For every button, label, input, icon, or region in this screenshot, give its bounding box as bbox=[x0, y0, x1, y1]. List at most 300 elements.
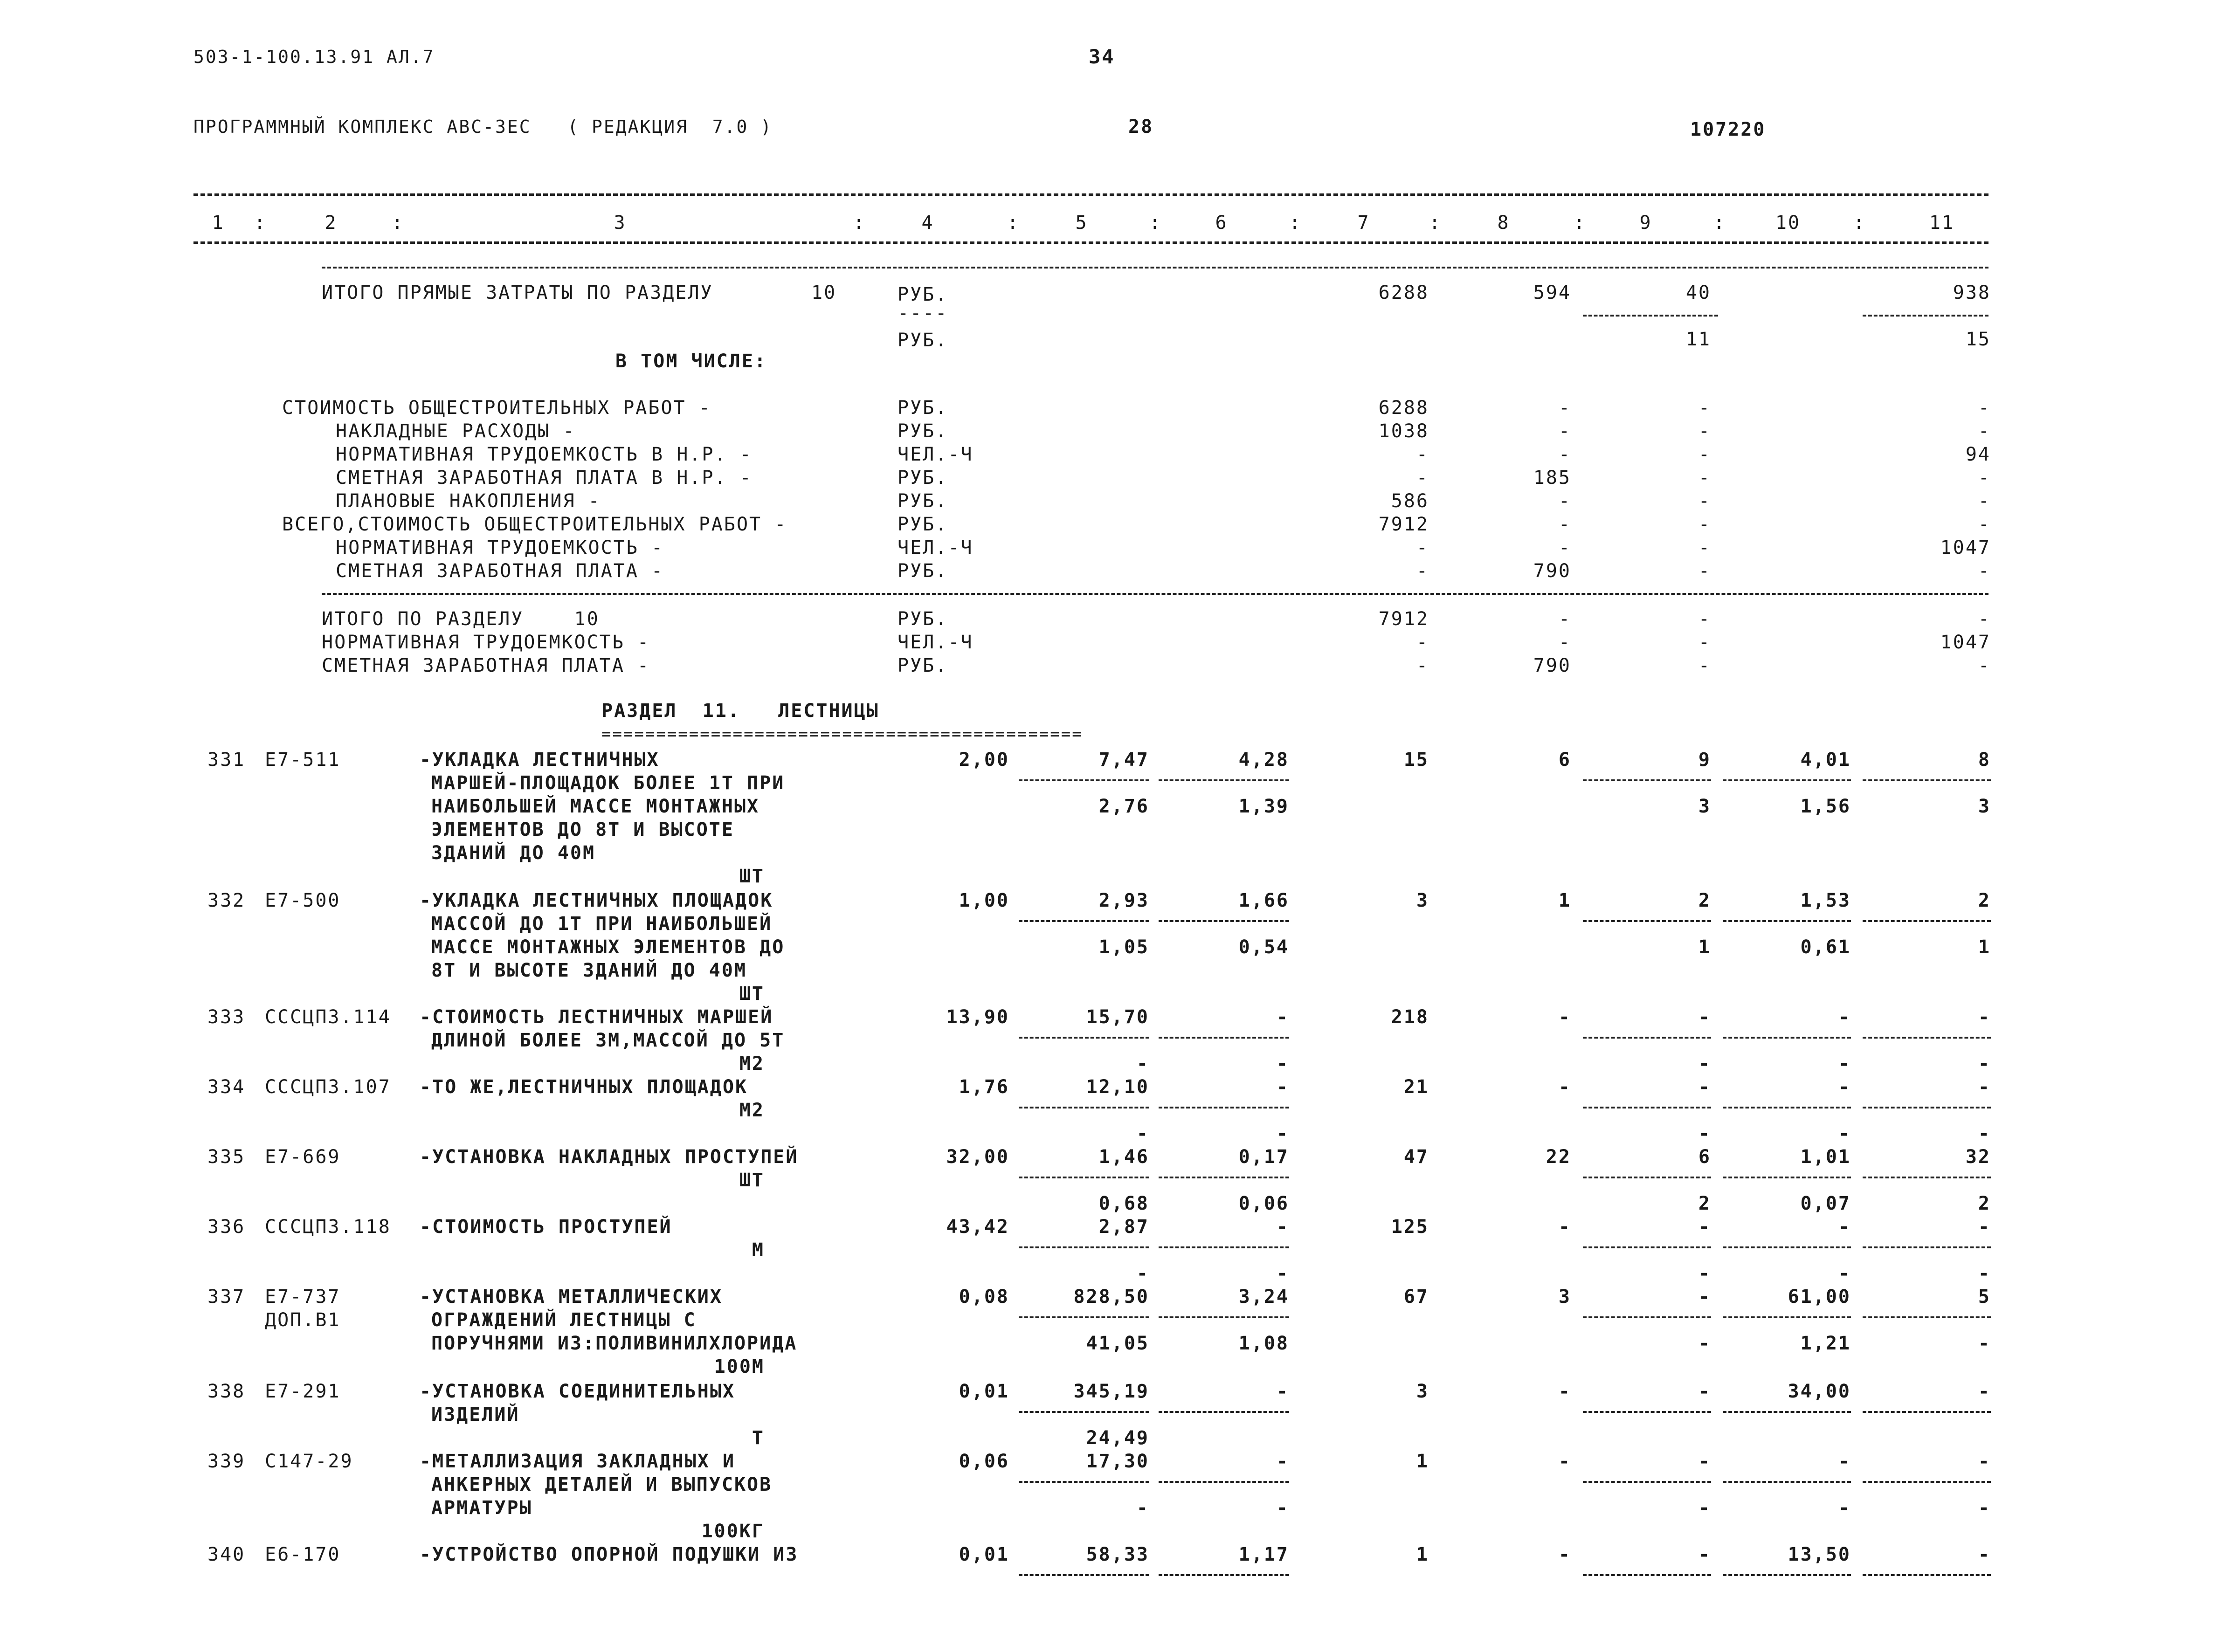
item-code: СССЦП3.114 bbox=[265, 1006, 391, 1028]
value-c11: 2 bbox=[1978, 890, 1991, 911]
sub-value-c6: - bbox=[1276, 1263, 1289, 1284]
value-c5: 12,10 bbox=[1086, 1076, 1149, 1098]
value-c10: - bbox=[1838, 1216, 1851, 1238]
item-code: Е7-291 bbox=[265, 1381, 341, 1402]
value-col8: - bbox=[1558, 490, 1571, 512]
value-c5: 345,19 bbox=[1073, 1381, 1149, 1402]
value-c5: 17,30 bbox=[1086, 1451, 1149, 1472]
sub-separator bbox=[1863, 1481, 1991, 1483]
value-c10: 1,01 bbox=[1800, 1146, 1851, 1168]
sub-value-c11: - bbox=[1978, 1263, 1991, 1284]
item-description: ПОРУЧНЯМИ ИЗ:ПОЛИВИНИЛХЛОРИДА bbox=[431, 1333, 798, 1354]
value-col8: - bbox=[1558, 608, 1571, 630]
item-unit: ШТ bbox=[739, 866, 765, 887]
item-unit: Т bbox=[752, 1427, 765, 1449]
sub-value-c5: - bbox=[1136, 1263, 1149, 1284]
sub-separator bbox=[1723, 1177, 1851, 1178]
item-description: МАССОЙ ДО 1Т ПРИ НАИБОЛЬШЕЙ bbox=[431, 913, 773, 935]
value-c8: 22 bbox=[1546, 1146, 1571, 1168]
item-number: 336 bbox=[207, 1216, 246, 1238]
value-c10: - bbox=[1838, 1006, 1851, 1028]
including-label: В ТОМ ЧИСЛЕ: bbox=[615, 351, 767, 372]
sub-separator bbox=[1863, 1574, 1991, 1576]
value-col7: - bbox=[1416, 444, 1429, 465]
column-separator: : bbox=[853, 212, 866, 234]
sub-separator bbox=[1583, 1107, 1711, 1108]
value-c10: 13,50 bbox=[1788, 1544, 1851, 1565]
section-total-label: ИТОГО ПО РАЗДЕЛУ 10 bbox=[322, 608, 600, 630]
value-c9: - bbox=[1698, 1006, 1711, 1028]
value-c8: - bbox=[1558, 1381, 1571, 1402]
value-c4: 0,01 bbox=[959, 1381, 1009, 1402]
column-header-1: 1 bbox=[212, 212, 225, 234]
doc-number: 107220 bbox=[1690, 119, 1766, 140]
value-col7: 7912 bbox=[1378, 608, 1429, 630]
sub-separator bbox=[1583, 779, 1711, 781]
cost-breakdown-label: НАКЛАДНЫЕ РАСХОДЫ - bbox=[336, 420, 576, 442]
column-header-10: 10 bbox=[1775, 212, 1801, 234]
column-separator: : bbox=[392, 212, 405, 234]
value-c10: 34,00 bbox=[1788, 1381, 1851, 1402]
value-col9: - bbox=[1698, 490, 1711, 512]
value-c9: 6 bbox=[1698, 1146, 1711, 1168]
sub-value-c11: 2 bbox=[1978, 1193, 1991, 1214]
sub-value-c6: 1,08 bbox=[1238, 1333, 1289, 1354]
value-c9: - bbox=[1698, 1451, 1711, 1472]
value-c10: 4,01 bbox=[1800, 749, 1851, 771]
value-c4: 1,76 bbox=[959, 1076, 1009, 1098]
value-col11: 938 bbox=[1953, 282, 1991, 303]
section-total-label: НОРМАТИВНАЯ ТРУДОЕМКОСТЬ - bbox=[322, 632, 650, 653]
value-c6: - bbox=[1276, 1006, 1289, 1028]
value-c7: 21 bbox=[1403, 1076, 1429, 1098]
value-col8: 790 bbox=[1533, 560, 1571, 582]
cost-breakdown-label: НОРМАТИВНАЯ ТРУДОЕМКОСТЬ В Н.Р. - bbox=[336, 444, 753, 465]
column-separator: : bbox=[1149, 212, 1162, 234]
item-code-supplement: ДОП.В1 bbox=[265, 1309, 341, 1331]
sub-separator bbox=[1583, 1037, 1711, 1039]
value-col11: 1047 bbox=[1940, 537, 1991, 558]
unit-label: РУБ. bbox=[898, 608, 948, 630]
sub-separator bbox=[1159, 1411, 1289, 1413]
item-description: ЗДАНИЙ ДО 40М bbox=[431, 842, 596, 864]
value-col11: 94 bbox=[1965, 444, 1991, 465]
item-unit: 100КГ bbox=[701, 1521, 765, 1542]
value-c6: 1,17 bbox=[1238, 1544, 1289, 1565]
item-code: Е7-737 bbox=[265, 1286, 341, 1308]
section-title-underline: ============================================ bbox=[601, 725, 1083, 743]
value-col7: 6288 bbox=[1378, 282, 1429, 303]
sub-separator bbox=[1863, 1037, 1991, 1039]
sub-value-c11: 3 bbox=[1978, 796, 1991, 817]
total-direct-label: ИТОГО ПРЯМЫЕ ЗАТРАТЫ ПО РАЗДЕЛУ bbox=[322, 282, 713, 303]
value-col11: - bbox=[1978, 608, 1991, 630]
value-col7: - bbox=[1416, 655, 1429, 676]
sub-value-c6: - bbox=[1276, 1053, 1289, 1074]
sub-separator bbox=[1019, 1316, 1149, 1318]
value-col7: - bbox=[1416, 537, 1429, 558]
value-c7: 15 bbox=[1403, 749, 1429, 771]
column-header-3: 3 bbox=[614, 212, 627, 234]
item-unit: М bbox=[752, 1239, 765, 1261]
sub-separator bbox=[1863, 1107, 1991, 1108]
sub-separator bbox=[1019, 1411, 1149, 1413]
value-c6: - bbox=[1276, 1216, 1289, 1238]
value-col8: - bbox=[1558, 420, 1571, 442]
sub-separator bbox=[1863, 920, 1991, 922]
sub-separator bbox=[1159, 920, 1289, 922]
value-c7: 3 bbox=[1416, 1381, 1429, 1402]
item-description: 8Т И ВЫСОТЕ ЗДАНИЙ ДО 40М bbox=[431, 960, 747, 981]
table-header-bottom-rule bbox=[193, 241, 1988, 244]
item-description: -СТОИМОСТЬ ЛЕСТНИЧНЫХ МАРШЕЙ bbox=[420, 1006, 773, 1028]
item-code: С147-29 bbox=[265, 1451, 353, 1472]
unit-label: РУБ. bbox=[898, 560, 948, 582]
sub-separator bbox=[1159, 1481, 1289, 1483]
item-code: Е7-500 bbox=[265, 890, 341, 911]
unit-label: РУБ. bbox=[898, 490, 948, 512]
sub-value-c9: - bbox=[1698, 1053, 1711, 1074]
sub-separator bbox=[1019, 1574, 1149, 1576]
value-c4: 32,00 bbox=[946, 1146, 1009, 1168]
unit-label: РУБ. bbox=[898, 655, 948, 676]
column-separator: : bbox=[254, 212, 267, 234]
unit-label: РУБ. bbox=[898, 330, 948, 351]
item-unit: М2 bbox=[739, 1053, 765, 1074]
sub-separator bbox=[1583, 315, 1718, 317]
sub-separator bbox=[1583, 1246, 1711, 1248]
value-c7: 1 bbox=[1416, 1544, 1429, 1565]
sub-value-c9: 2 bbox=[1698, 1193, 1711, 1214]
column-separator: : bbox=[1429, 212, 1442, 234]
value-c9: - bbox=[1698, 1381, 1711, 1402]
value-c5: 7,47 bbox=[1098, 749, 1149, 771]
value-col11: 1047 bbox=[1940, 632, 1991, 653]
value-col11: - bbox=[1978, 467, 1991, 489]
value-col8: - bbox=[1558, 632, 1571, 653]
value-c9: 9 bbox=[1698, 749, 1711, 771]
sub-separator bbox=[1159, 1246, 1289, 1248]
item-number: 339 bbox=[207, 1451, 246, 1472]
value-c11: - bbox=[1978, 1216, 1991, 1238]
sub-separator bbox=[1159, 1316, 1289, 1318]
value-c6: 3,24 bbox=[1238, 1286, 1289, 1308]
unit-label: РУБ. bbox=[898, 397, 948, 419]
unit-label: ЧЕЛ.-Ч bbox=[898, 537, 973, 558]
value-c11: - bbox=[1978, 1076, 1991, 1098]
sub-separator bbox=[1019, 1107, 1149, 1108]
item-description: -УСТРОЙСТВО ОПОРНОЙ ПОДУШКИ ИЗ bbox=[420, 1544, 799, 1565]
value-c11: - bbox=[1978, 1381, 1991, 1402]
value-col11-sub: 15 bbox=[1965, 329, 1991, 350]
value-col8: - bbox=[1558, 444, 1571, 465]
value-c11: - bbox=[1978, 1544, 1991, 1565]
value-c11: 32 bbox=[1965, 1146, 1991, 1168]
value-col9: - bbox=[1698, 608, 1711, 630]
column-separator: : bbox=[1713, 212, 1726, 234]
sub-separator bbox=[1583, 920, 1711, 922]
value-c5: 15,70 bbox=[1086, 1006, 1149, 1028]
item-description: -СТОИМОСТЬ ПРОСТУПЕЙ bbox=[420, 1216, 672, 1238]
value-col8: - bbox=[1558, 397, 1571, 419]
cost-breakdown-label: СМЕТНАЯ ЗАРАБОТНАЯ ПЛАТА - bbox=[336, 560, 664, 582]
value-col7: - bbox=[1416, 467, 1429, 489]
value-c10: 61,00 bbox=[1788, 1286, 1851, 1308]
sub-separator bbox=[1583, 1411, 1711, 1413]
item-number: 334 bbox=[207, 1076, 246, 1098]
value-col9: - bbox=[1698, 632, 1711, 653]
value-c5: 1,46 bbox=[1098, 1146, 1149, 1168]
sub-separator bbox=[1723, 1037, 1851, 1039]
value-col8: 594 bbox=[1533, 282, 1571, 303]
value-c6: - bbox=[1276, 1076, 1289, 1098]
value-col11: - bbox=[1978, 655, 1991, 676]
sub-separator bbox=[1723, 779, 1851, 781]
sub-value-c6: 0,06 bbox=[1238, 1193, 1289, 1214]
value-c7: 47 bbox=[1403, 1146, 1429, 1168]
item-description: МАССЕ МОНТАЖНЫХ ЭЛЕМЕНТОВ ДО bbox=[431, 936, 785, 958]
value-col7: 1038 bbox=[1378, 420, 1429, 442]
value-c4: 0,08 bbox=[959, 1286, 1009, 1308]
sub-value-c5: - bbox=[1136, 1053, 1149, 1074]
sub-value-c9: 3 bbox=[1698, 796, 1711, 817]
value-col7: - bbox=[1416, 560, 1429, 582]
value-col7: - bbox=[1416, 632, 1429, 653]
sub-value-c10: - bbox=[1838, 1263, 1851, 1284]
value-c10: - bbox=[1838, 1451, 1851, 1472]
item-description: -УСТАНОВКА СОЕДИНИТЕЛЬНЫХ bbox=[420, 1381, 736, 1402]
sub-value-c11: - bbox=[1978, 1497, 1991, 1519]
sub-value-c10: 1,56 bbox=[1800, 796, 1851, 817]
value-col9: - bbox=[1698, 444, 1711, 465]
value-c4: 0,06 bbox=[959, 1451, 1009, 1472]
item-number: 338 bbox=[207, 1381, 246, 1402]
value-c10: 1,53 bbox=[1800, 890, 1851, 911]
value-c9: - bbox=[1698, 1286, 1711, 1308]
value-c11: - bbox=[1978, 1451, 1991, 1472]
sub-value-c9: - bbox=[1698, 1333, 1711, 1354]
value-c7: 67 bbox=[1403, 1286, 1429, 1308]
sub-separator bbox=[1583, 1177, 1711, 1178]
sub-value-c9: - bbox=[1698, 1263, 1711, 1284]
column-header-4: 4 bbox=[921, 212, 934, 234]
sub-separator bbox=[1863, 1411, 1991, 1413]
sub-value-c6: - bbox=[1276, 1497, 1289, 1519]
sub-separator bbox=[1019, 1177, 1149, 1178]
item-description: -МЕТАЛЛИЗАЦИЯ ЗАКЛАДНЫХ И bbox=[420, 1451, 736, 1472]
value-col9: - bbox=[1698, 467, 1711, 489]
item-code: Е6-170 bbox=[265, 1544, 341, 1565]
section-total-rule bbox=[322, 593, 1988, 595]
column-header-9: 9 bbox=[1639, 212, 1652, 234]
unit-label: ЧЕЛ.-Ч bbox=[898, 632, 973, 653]
sub-value-c5: 0,68 bbox=[1098, 1193, 1149, 1214]
sub-value-c5: 2,76 bbox=[1098, 796, 1149, 817]
value-c8: - bbox=[1558, 1544, 1571, 1565]
item-unit: 100М bbox=[714, 1356, 765, 1377]
sub-separator bbox=[1863, 315, 1988, 317]
sub-value-c10: - bbox=[1838, 1497, 1851, 1519]
sub-value-c10: 0,61 bbox=[1800, 936, 1851, 958]
total-direct-section-number: 10 bbox=[811, 282, 837, 303]
value-col11: - bbox=[1978, 397, 1991, 419]
value-col8: - bbox=[1558, 537, 1571, 558]
unit-label: РУБ. bbox=[898, 514, 948, 535]
item-description: МАРШЕЙ-ПЛОЩАДОК БОЛЕЕ 1Т ПРИ bbox=[431, 772, 785, 794]
value-c5: 2,93 bbox=[1098, 890, 1149, 911]
sub-value-c6: - bbox=[1276, 1123, 1289, 1144]
item-description: -УСТАНОВКА НАКЛАДНЫХ ПРОСТУПЕЙ bbox=[420, 1146, 799, 1168]
item-description: ЭЛЕМЕНТОВ ДО 8Т И ВЫСОТЕ bbox=[431, 819, 734, 840]
item-description: НАИБОЛЬШЕЙ МАССЕ МОНТАЖНЫХ bbox=[431, 796, 760, 817]
sub-separator bbox=[1583, 1574, 1711, 1576]
value-col9: 40 bbox=[1685, 282, 1711, 303]
section-title: РАЗДЕЛ 11. ЛЕСТНИЦЫ bbox=[601, 700, 879, 722]
page-number: 34 bbox=[1089, 45, 1115, 68]
item-code: Е7-511 bbox=[265, 749, 341, 771]
column-separator: : bbox=[1853, 212, 1866, 234]
value-col11: - bbox=[1978, 514, 1991, 535]
column-header-8: 8 bbox=[1497, 212, 1510, 234]
sub-value-c6: 1,39 bbox=[1238, 796, 1289, 817]
sub-separator bbox=[1019, 920, 1149, 922]
item-unit: ШТ bbox=[739, 983, 765, 1005]
sub-value-c10: 0,07 bbox=[1800, 1193, 1851, 1214]
item-number: 335 bbox=[207, 1146, 246, 1168]
sub-value-c11: - bbox=[1978, 1333, 1991, 1354]
unit-label: РУБ. bbox=[898, 420, 948, 442]
value-col9-sub: 11 bbox=[1685, 329, 1711, 350]
cost-breakdown-label: НОРМАТИВНАЯ ТРУДОЕМКОСТЬ - bbox=[336, 537, 664, 558]
value-c8: 1 bbox=[1558, 890, 1571, 911]
value-col8: - bbox=[1558, 514, 1571, 535]
sub-separator bbox=[1723, 1107, 1851, 1108]
column-separator: : bbox=[1289, 212, 1302, 234]
sub-value-c11: - bbox=[1978, 1123, 1991, 1144]
value-c9: - bbox=[1698, 1076, 1711, 1098]
table-top-rule bbox=[193, 193, 1988, 196]
item-number: 340 bbox=[207, 1544, 246, 1565]
sub-separator bbox=[1863, 1246, 1991, 1248]
value-c7: 1 bbox=[1416, 1451, 1429, 1472]
value-c6: 1,66 bbox=[1238, 890, 1289, 911]
item-code: Е7-669 bbox=[265, 1146, 341, 1168]
sub-value-c5: - bbox=[1136, 1497, 1149, 1519]
item-description: АРМАТУРЫ bbox=[431, 1497, 532, 1519]
value-col9: - bbox=[1698, 537, 1711, 558]
item-code: СССЦП3.118 bbox=[265, 1216, 391, 1238]
item-description: -УСТАНОВКА МЕТАЛЛИЧЕСКИХ bbox=[420, 1286, 723, 1308]
sub-separator bbox=[1583, 1316, 1711, 1318]
unit-label: РУБ. bbox=[898, 284, 948, 305]
sub-separator bbox=[1019, 779, 1149, 781]
doc-code: 503-1-100.13.91 АЛ.7 bbox=[193, 47, 435, 67]
sub-separator bbox=[1723, 1316, 1851, 1318]
value-c6: 4,28 bbox=[1238, 749, 1289, 771]
column-header-5: 5 bbox=[1075, 212, 1088, 234]
value-c4: 13,90 bbox=[946, 1006, 1009, 1028]
sub-value-c5: 41,05 bbox=[1086, 1333, 1149, 1354]
value-c8: - bbox=[1558, 1006, 1571, 1028]
sub-separator bbox=[1863, 779, 1991, 781]
item-unit: ШТ bbox=[739, 1170, 765, 1191]
value-col9: - bbox=[1698, 560, 1711, 582]
item-description: -УКЛАДКА ЛЕСТНИЧНЫХ ПЛОЩАДОК bbox=[420, 890, 773, 911]
value-c7: 218 bbox=[1391, 1006, 1429, 1028]
item-description: ИЗДЕЛИЙ bbox=[431, 1404, 520, 1425]
sub-value-c6: 0,54 bbox=[1238, 936, 1289, 958]
sub-value-c5: 24,49 bbox=[1086, 1427, 1149, 1449]
sub-separator bbox=[1723, 1246, 1851, 1248]
value-c11: - bbox=[1978, 1006, 1991, 1028]
sub-separator bbox=[1723, 920, 1851, 922]
value-c5: 58,33 bbox=[1086, 1544, 1149, 1565]
item-unit: М2 bbox=[739, 1100, 765, 1121]
value-c7: 3 bbox=[1416, 890, 1429, 911]
value-c4: 43,42 bbox=[946, 1216, 1009, 1238]
value-col9: - bbox=[1698, 420, 1711, 442]
value-c9: - bbox=[1698, 1544, 1711, 1565]
item-description: -ТО ЖЕ,ЛЕСТНИЧНЫХ ПЛОЩАДОК bbox=[420, 1076, 748, 1098]
item-description: ДЛИНОЙ БОЛЕЕ 3М,МАССОЙ ДО 5Т bbox=[431, 1030, 785, 1051]
item-description: ОГРАЖДЕНИЙ ЛЕСТНИЦЫ С bbox=[431, 1309, 697, 1331]
sub-separator bbox=[1159, 779, 1289, 781]
value-c8: 6 bbox=[1558, 749, 1571, 771]
sub-separator bbox=[1863, 1177, 1991, 1178]
value-c5: 2,87 bbox=[1098, 1216, 1149, 1238]
value-c8: - bbox=[1558, 1451, 1571, 1472]
value-c10: - bbox=[1838, 1076, 1851, 1098]
value-c11: 5 bbox=[1978, 1286, 1991, 1308]
sub-separator bbox=[1019, 1481, 1149, 1483]
item-code: СССЦП3.107 bbox=[265, 1076, 391, 1098]
value-c5: 828,50 bbox=[1073, 1286, 1149, 1308]
value-c8: - bbox=[1558, 1216, 1571, 1238]
value-col11: - bbox=[1978, 560, 1991, 582]
item-description: -УКЛАДКА ЛЕСТНИЧНЫХ bbox=[420, 749, 660, 771]
column-header-6: 6 bbox=[1215, 212, 1228, 234]
sub-value-c11: - bbox=[1978, 1053, 1991, 1074]
cost-breakdown-label: ПЛАНОВЫЕ НАКОПЛЕНИЯ - bbox=[336, 490, 601, 512]
cost-breakdown-label: СТОИМОСТЬ ОБЩЕСТРОИТЕЛЬНЫХ РАБОТ - bbox=[282, 397, 711, 419]
item-number: 337 bbox=[207, 1286, 246, 1308]
sub-separator bbox=[1863, 1316, 1991, 1318]
value-col9: - bbox=[1698, 397, 1711, 419]
sub-separator bbox=[1723, 1481, 1851, 1483]
sub-value-c5: - bbox=[1136, 1123, 1149, 1144]
value-c8: - bbox=[1558, 1076, 1571, 1098]
item-number: 332 bbox=[207, 890, 246, 911]
section-total-label: СМЕТНАЯ ЗАРАБОТНАЯ ПЛАТА - bbox=[322, 655, 650, 676]
sub-separator bbox=[1723, 1411, 1851, 1413]
sub-separator bbox=[1583, 1481, 1711, 1483]
cost-breakdown-label: СМЕТНАЯ ЗАРАБОТНАЯ ПЛАТА В Н.Р. - bbox=[336, 467, 753, 489]
value-col7: 6288 bbox=[1378, 397, 1429, 419]
sub-separator bbox=[1019, 1037, 1149, 1039]
sub-value-c9: - bbox=[1698, 1123, 1711, 1144]
value-c6: 0,17 bbox=[1238, 1146, 1289, 1168]
value-col7: 7912 bbox=[1378, 514, 1429, 535]
value-col8: 790 bbox=[1533, 655, 1571, 676]
sub-value-c10: 1,21 bbox=[1800, 1333, 1851, 1354]
sub-separator bbox=[1159, 1177, 1289, 1178]
column-separator: : bbox=[1574, 212, 1587, 234]
value-c9: 2 bbox=[1698, 890, 1711, 911]
item-description: АНКЕРНЫХ ДЕТАЛЕЙ И ВЫПУСКОВ bbox=[431, 1474, 773, 1495]
value-col11: - bbox=[1978, 420, 1991, 442]
sub-value-c10: - bbox=[1838, 1053, 1851, 1074]
value-col9: - bbox=[1698, 514, 1711, 535]
